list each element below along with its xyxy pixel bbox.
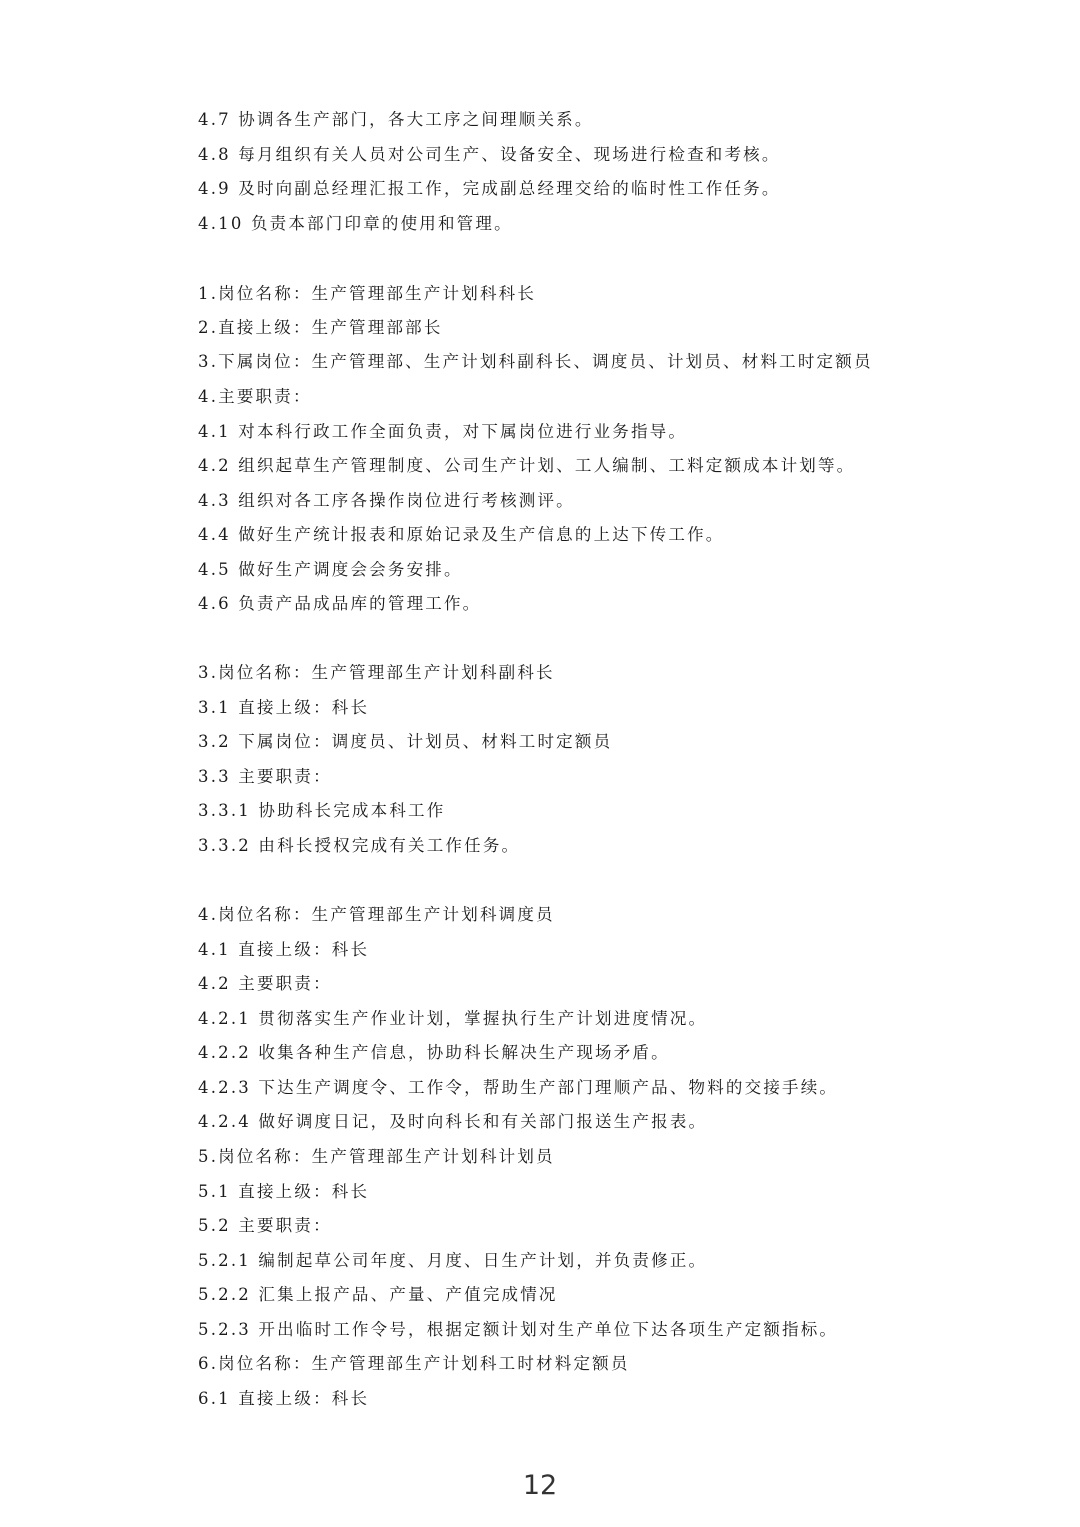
text-line: 4.2.2 收集各种生产信息，协助科长解决生产现场矛盾。 bbox=[198, 1043, 670, 1062]
text-line: 2.直接上级：生产管理部部长 bbox=[198, 318, 443, 337]
section-heading: 5.岗位名称：生产管理部生产计划科计划员 bbox=[198, 1147, 555, 1166]
text-line: 4.3 组织对各工序各操作岗位进行考核测评。 bbox=[198, 491, 575, 510]
text-line: 4.2.4 做好调度日记，及时向科长和有关部门报送生产报表。 bbox=[198, 1112, 708, 1131]
text-line: 6.1 直接上级：科长 bbox=[198, 1389, 370, 1408]
text-line: 3.3 主要职责： bbox=[198, 767, 332, 786]
text-line: 4.5 做好生产调度会会务安排。 bbox=[198, 560, 463, 579]
text-line: 4.2 主要职责： bbox=[198, 974, 332, 993]
text-line: 4.1 直接上级：科长 bbox=[198, 940, 370, 959]
text-line: 3.3.2 由科长授权完成有关工作任务。 bbox=[198, 836, 521, 855]
text-line: 3.3.1 协助科长完成本科工作 bbox=[198, 801, 446, 820]
text-line: 4.10 负责本部门印章的使用和管理。 bbox=[198, 214, 513, 233]
text-line: 4.1 对本科行政工作全面负责，对下属岗位进行业务指导。 bbox=[198, 422, 688, 441]
text-line: 5.2.3 开出临时工作令号，根据定额计划对生产单位下达各项生产定额指标。 bbox=[198, 1320, 839, 1339]
section-heading: 4.岗位名称：生产管理部生产计划科调度员 bbox=[198, 905, 555, 924]
text-line: 4.4 做好生产统计报表和原始记录及生产信息的上达下传工作。 bbox=[198, 525, 725, 544]
text-line: 5.2 主要职责： bbox=[198, 1216, 332, 1235]
text-line: 4.2 组织起草生产管理制度、公司生产计划、工人编制、工料定额成本计划等。 bbox=[198, 456, 856, 475]
text-line: 5.1 直接上级：科长 bbox=[198, 1182, 370, 1201]
text-line: 4.6 负责产品成品库的管理工作。 bbox=[198, 594, 482, 613]
section-heading: 6.岗位名称：生产管理部生产计划科工时材料定额员 bbox=[198, 1354, 630, 1373]
text-line: 4.7 协调各生产部门，各大工序之间理顺关系。 bbox=[198, 110, 594, 129]
text-line: 4.8 每月组织有关人员对公司生产、设备安全、现场进行检查和考核。 bbox=[198, 145, 781, 164]
page-number: 12 bbox=[522, 1470, 558, 1501]
text-line: 4.2.3 下达生产调度令、工作令，帮助生产部门理顺产品、物料的交接手续。 bbox=[198, 1078, 839, 1097]
text-line: 4.主要职责： bbox=[198, 387, 312, 406]
text-line: 3.下属岗位：生产管理部、生产计划科副科长、调度员、计划员、材料工时定额员 bbox=[198, 352, 873, 371]
text-line: 5.2.1 编制起草公司年度、月度、日生产计划，并负责修正。 bbox=[198, 1251, 708, 1270]
text-line: 3.2 下属岗位：调度员、计划员、材料工时定额员 bbox=[198, 732, 613, 751]
text-line: 4.2.1 贯彻落实生产作业计划，掌握执行生产计划进度情况。 bbox=[198, 1009, 708, 1028]
text-line: 5.2.2 汇集上报产品、产量、产值完成情况 bbox=[198, 1285, 558, 1304]
text-line: 4.9 及时向副总经理汇报工作，完成副总经理交给的临时性工作任务。 bbox=[198, 179, 781, 198]
section-heading: 3.岗位名称：生产管理部生产计划科副科长 bbox=[198, 663, 555, 682]
text-line: 3.1 直接上级：科长 bbox=[198, 698, 370, 717]
section-heading: 1.岗位名称：生产管理部生产计划科科长 bbox=[198, 284, 537, 303]
